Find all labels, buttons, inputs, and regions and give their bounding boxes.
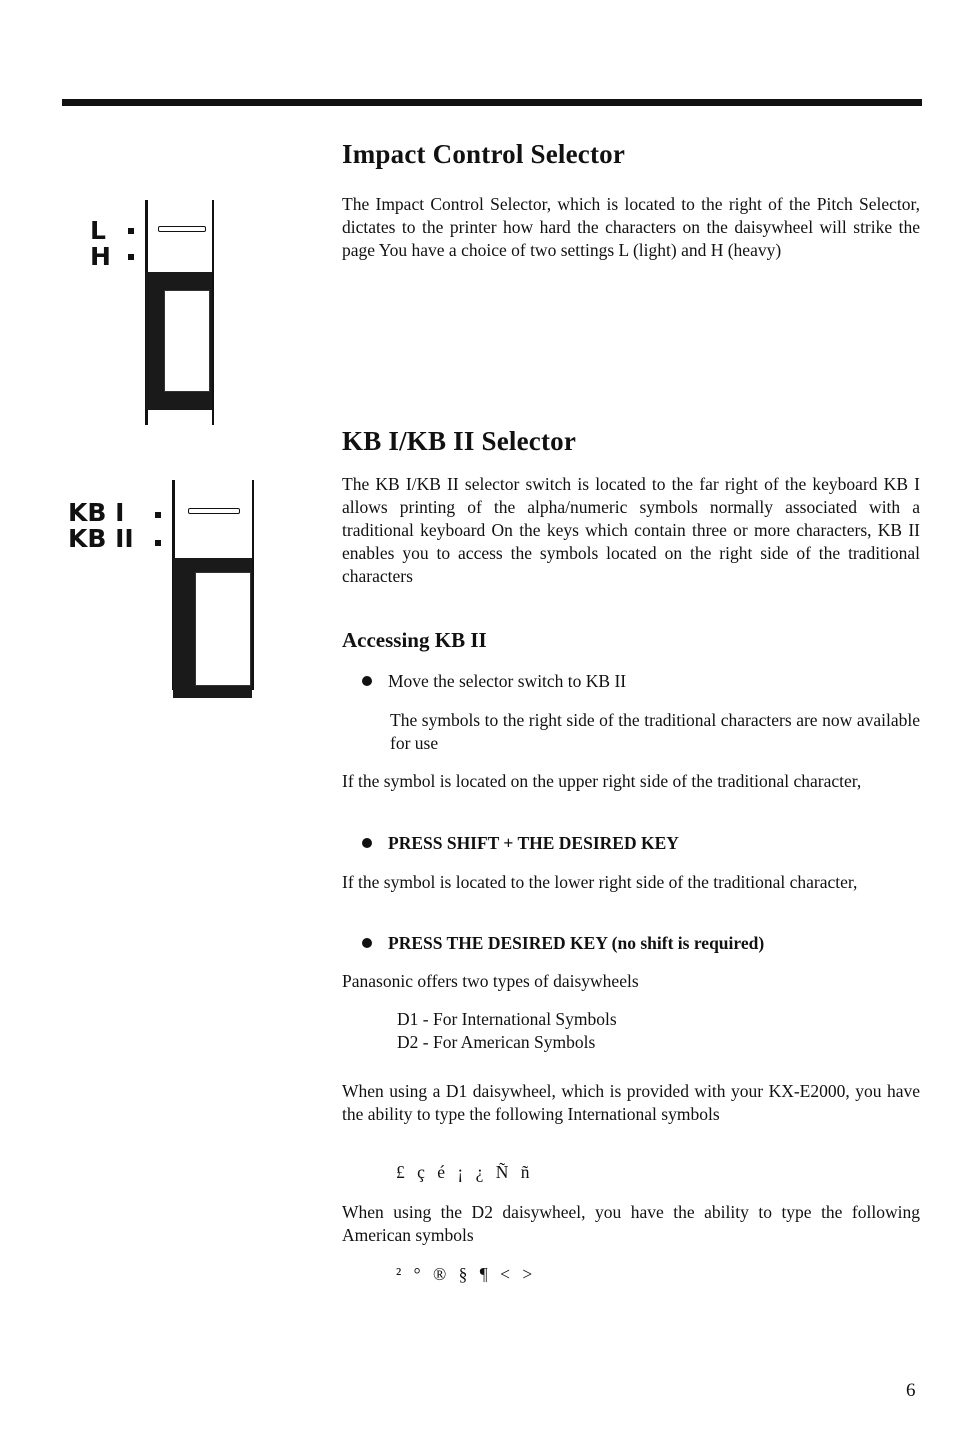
kb-frame-right xyxy=(252,480,254,690)
switch-slider xyxy=(146,272,212,410)
d1-text: When using a D1 daisywheel, which is provided with your KX-E2000, you have the ability to type the following International symbols xyxy=(342,1081,920,1124)
bullet-dot xyxy=(362,676,372,686)
impact-body: The Impact Control Selector, which is located to the right of the Pitch Selector, dictates to the printer how hard the characters on the daisywheel will strike the page You have a choice of two settings L (light) and H (heavy) xyxy=(342,194,920,260)
lower-text: If the symbol is located to the lower right side of the traditional character, xyxy=(342,872,858,892)
label-kb2: KB II xyxy=(68,524,134,553)
step1-note: The symbols to the right side of the traditional characters are now available for use xyxy=(390,710,920,753)
label-kb1: KB I xyxy=(68,498,125,527)
upper-action-bullet xyxy=(362,832,679,855)
d2-symbols: ² ° ® § ¶ < > xyxy=(396,1264,537,1284)
accessing-title: Accessing KB II xyxy=(342,628,487,652)
label-l: L xyxy=(90,216,106,245)
kb-slider xyxy=(173,558,252,698)
impact-title: Impact Control Selector xyxy=(342,139,626,169)
lower-action-bullet xyxy=(362,932,764,955)
upper-action: PRESS SHIFT + THE DESIRED KEY xyxy=(388,833,679,853)
lower-action: PRESS THE DESIRED KEY (no shift is required) xyxy=(388,933,765,953)
step1-bullet xyxy=(362,670,626,693)
switch-frame-right xyxy=(212,200,214,425)
page-number: 6 xyxy=(906,1380,916,1401)
d2-text: When using the D2 daisywheel, you have the ability to type the following American symbols xyxy=(342,1202,920,1245)
kb-title: KB I/KB II Selector xyxy=(342,426,577,456)
kb-body: The KB I/KB II selector switch is located to the far right of the keyboard KB I allows printing of the alpha/numeric symbols normally associated with a traditional keyboard On the keys which contain three or more characters, KB II enables you to access the symbols located on the right side of the traditional characters xyxy=(342,474,920,586)
bullet-dot xyxy=(362,938,372,948)
kb-slot xyxy=(188,508,240,514)
d1-symbols: £ ç é ¡ ¿ Ñ ñ xyxy=(396,1162,534,1182)
marker-l xyxy=(128,228,134,234)
d1-item: D1 - For International Symbols xyxy=(397,1009,617,1029)
d2-item: D2 - For American Symbols xyxy=(397,1032,596,1052)
bullet-dot xyxy=(362,838,372,848)
switch-slot xyxy=(158,226,206,232)
label-h: H xyxy=(90,242,111,271)
upper-text: If the symbol is located on the upper right side of the traditional character, xyxy=(342,771,862,791)
top-rule xyxy=(62,99,922,106)
marker-kb2 xyxy=(155,540,161,546)
marker-h xyxy=(128,254,134,260)
marker-kb1 xyxy=(155,512,161,518)
step1-text: Move the selector switch to KB II xyxy=(388,671,627,691)
types-intro: Panasonic offers two types of daisywheels xyxy=(342,971,639,991)
